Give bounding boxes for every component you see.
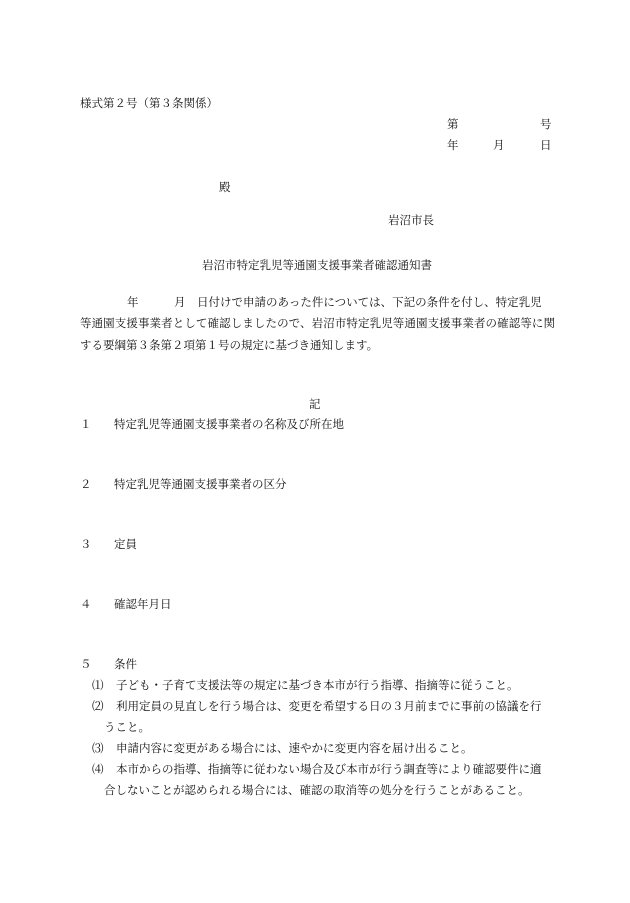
condition-2-number: ⑵ xyxy=(92,699,104,713)
condition-1-number: ⑴ xyxy=(92,678,104,692)
condition-4-text: 本市からの指導、指摘等に従わない場合及び本市が行う調査等により確認要件に適 xyxy=(116,762,542,776)
date-year-label: 年 xyxy=(447,138,459,152)
condition-2-text: 利用定員の見直しを行う場合は、変更を希望する日の３月前までに事前の協議を行 xyxy=(116,699,542,713)
condition-3-text: 申請内容に変更がある場合には、速やかに変更内容を届け出ること。 xyxy=(116,741,473,755)
item-1-label: 特定乳児等通園支援事業者の名称及び所在地 xyxy=(114,417,344,431)
item-2-label: 特定乳児等通園支援事業者の区分 xyxy=(114,477,287,491)
form-label: 様式第２号（第３条関係） xyxy=(80,96,218,110)
addressee-suffix: 殿 xyxy=(219,180,231,194)
body-year-mark: 年 xyxy=(127,295,139,309)
number-prefix: 第 xyxy=(447,117,459,131)
issuer-name: 岩沼市長 xyxy=(388,213,434,227)
condition-4-number: ⑷ xyxy=(92,762,104,776)
body-text-first-line: 日付けで申請のあった件については、下記の条件を付し、特定乳児 xyxy=(197,295,542,309)
body-text-rest: 等通園支援事業者として確認しましたので、岩沼市特定乳児等通園支援事業者の確認等に関する要綱第３条第２項第１号の規定に基づき通知します。 xyxy=(80,316,555,352)
number-suffix: 号 xyxy=(540,117,552,131)
item-5-label: 条件 xyxy=(114,657,137,671)
date-month-label: 月 xyxy=(493,138,505,152)
condition-3-number: ⑶ xyxy=(92,741,104,755)
condition-4-continuation: 合しないことが認められる場合には、確認の取消等の処分を行うことがあること。 xyxy=(104,783,530,797)
item-4-label: 確認年月日 xyxy=(114,597,172,611)
document-title: 岩沼市特定乳児等通園支援事業者確認通知書 xyxy=(202,258,432,272)
item-4-number: ４ xyxy=(80,597,92,611)
item-3-label: 定員 xyxy=(114,537,137,551)
body-month-mark: 月 xyxy=(174,295,186,309)
condition-2-continuation: うこと。 xyxy=(104,720,150,734)
ki-heading: 記 xyxy=(309,397,321,411)
condition-1-text: 子ども・子育て支援法等の規定に基づき本市が行う指導、指摘等に従うこと。 xyxy=(116,678,519,692)
item-3-number: ３ xyxy=(80,537,92,551)
item-5-number: ５ xyxy=(80,657,92,671)
date-day-label: 日 xyxy=(540,138,552,152)
item-2-number: ２ xyxy=(80,477,92,491)
item-1-number: １ xyxy=(80,417,92,431)
